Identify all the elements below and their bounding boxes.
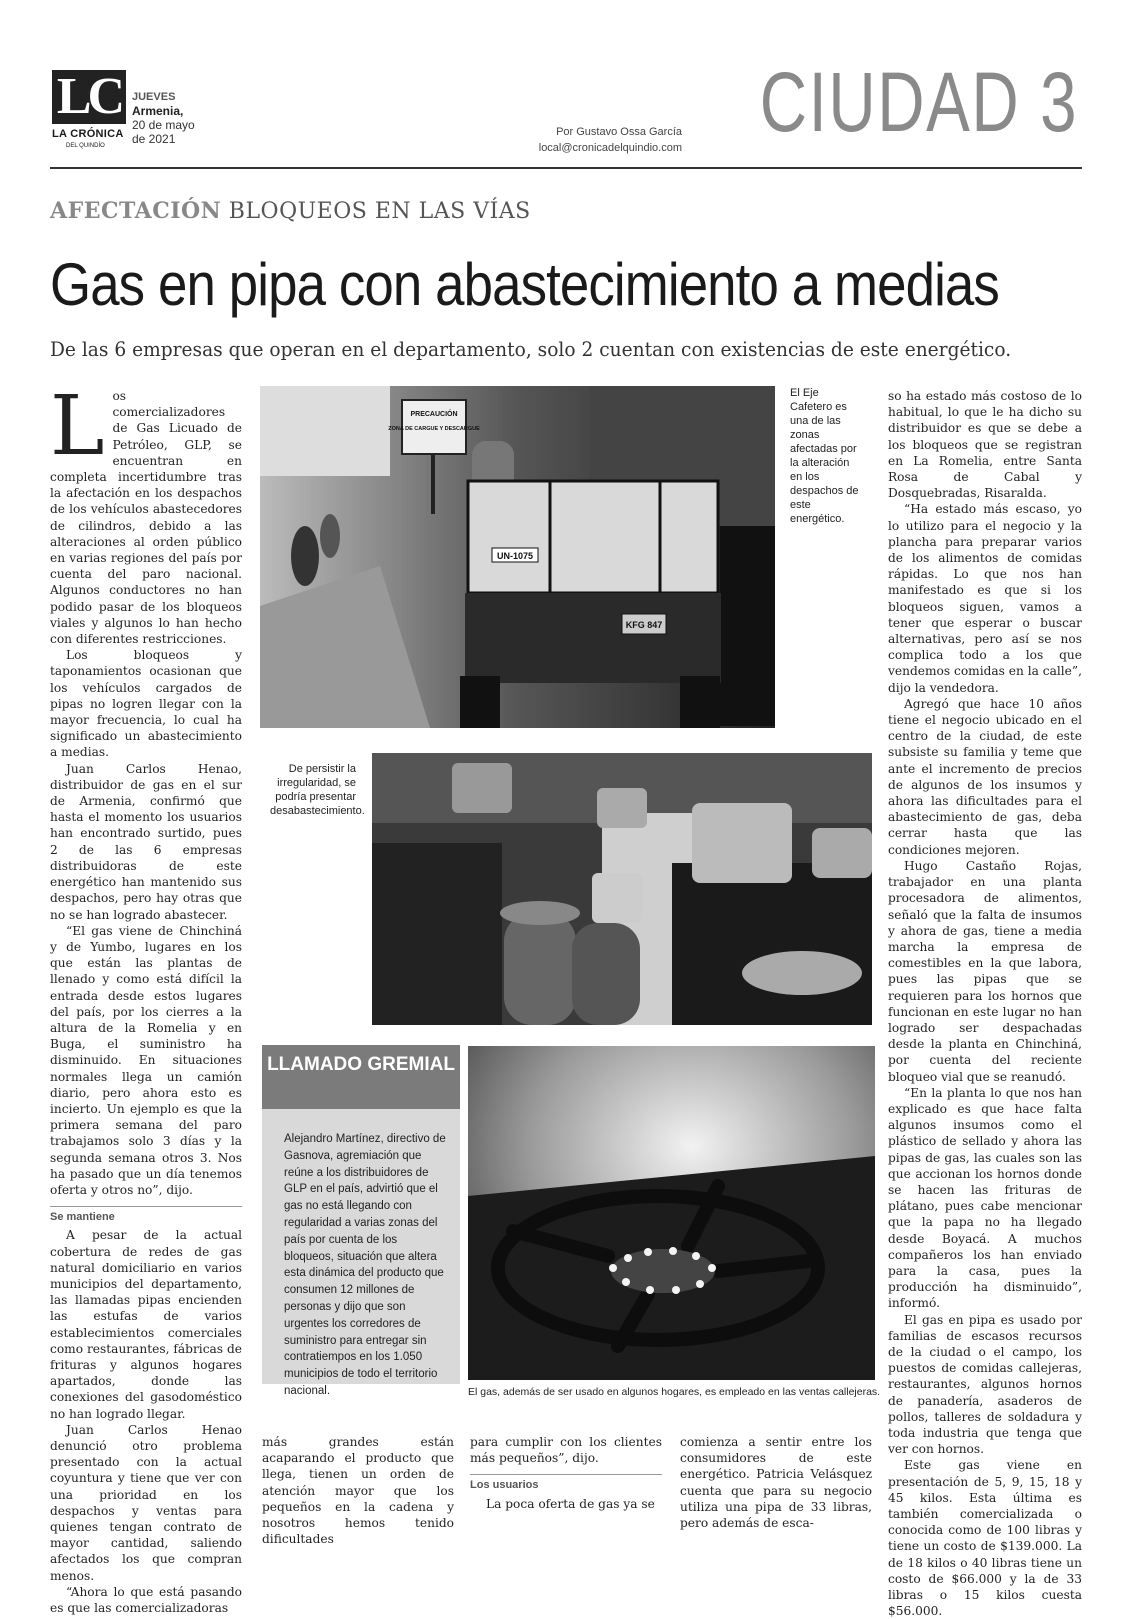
paragraph: A pesar de la actual cobertura de redes de gas natural domiciliario en varios municipios del departamento, las llamadas pipas encienden las estufas de varios establecimientos comerciales como restaurantes, fábricas de frituras y algunos hogares apartados, donde las conexiones del gasodoméstico no han logrado llegar. <box>50 1228 242 1421</box>
column-2 <box>262 1434 454 1547</box>
truck-caption: El Eje Cafetero es una de las zonas afectadas por la alteración en los despachos de este energético. <box>790 387 859 525</box>
un-label: UN-1075 <box>496 551 534 561</box>
kicker-bold: AFECTACIÓN <box>50 198 222 224</box>
paragraph: “Ahora lo que está pasando es que las comercializadoras <box>50 1584 242 1616</box>
burner-caption: El gas, además de ser usado en algunos hogares, es empleado en las ventas callejeras. <box>468 1386 881 1398</box>
date-line-2: de 2021 <box>132 132 176 146</box>
column-3 <box>470 1434 662 1512</box>
byline <box>530 124 682 156</box>
city: Armenia, <box>132 104 184 118</box>
logo: LC <box>52 70 126 124</box>
byline-email[interactable]: local@cronicadelquindio.com <box>538 142 682 154</box>
paragraph: Agregó que hace 10 años tiene el negocio ubicado en el centro de la ciudad, de este subsiste su familia y teme que ante el incremento de precios de algunos de los insumos y ahora las dificultades para el abastecimiento de gas, deba cerrar hasta que las condiciones mejoren. <box>888 696 1082 857</box>
paragraph: Juan Carlos Henao denunció otro problema presentado con la actual coyuntura y tiene que ver con una prioridad en los despachos y ventas para quienes tengan contrato de mayor cantidad, saliendo afectados los que compran menos. <box>50 1422 242 1583</box>
paragraph: comienza a sentir entre los consumidores de este energético. Patricia Velásquez cuenta que para su negocio utiliza una pipa de 33 libras, pero además de esca- <box>680 1435 872 1531</box>
kitchen-photo <box>372 753 872 1025</box>
paragraph: Hugo Castaño Rojas, trabajador en una planta procesadora de alimentos, señaló que la falta de insumos y ahora de gas, tiene a media marcha la empresa de comestibles en la que labora, pues las pipas que se requieren para los hornos que funcionan en este lugar no han logrado ser despachadas desde la planta en Chinchiná, por cuenta del reciente bloqueo vial que se reanudó. <box>888 858 1082 1084</box>
byline-author: Por Gustavo Ossa García <box>556 126 682 138</box>
sidebar-body: Alejandro Martínez, directivo de Gasnova, agremiación que reúne a los distribuidores de GLP en el país, advirtió que el gas no está llegando con regularidad a varias zonas del país por cuenta de los bloqueos, situación que altera esta dinámica del producto que consumen 12 millones de personas y dijo que son urgentes los corredores de suministro para entregar sin contratiempos en los 1.050 municipios de todo el territorio nacional. <box>262 1109 460 1384</box>
paragraph: más grandes están acaparando el producto que llega, tienen un orden de atención mayor que los pequeños en la cadena y nosotros hemos tenido dificultades <box>262 1435 454 1547</box>
dateline <box>132 90 195 146</box>
kicker-rest: BLOQUEOS EN LAS VÍAS <box>228 199 531 224</box>
burner-photo <box>468 1046 875 1380</box>
paragraph: so ha estado más costoso de lo habitual, lo que le ha dicho su distribuidor es que se debe a los bloqueos que se registran en La Romelia, entre Santa Rosa de Cabal y Dosquebradas, Risaralda. <box>888 389 1082 501</box>
paragraph: Juan Carlos Henao, distribuidor de gas en el sur de Armenia, confirmó que hasta el momento los usuarios han encontrado surtido, pues 2 de las 6 empresas distribuidoras de este energético han mantenido sus despachos, pero hay otras que no se han logrado abastecer. <box>50 761 242 922</box>
column-4 <box>680 1434 872 1531</box>
headline: Gas en pipa con abastecimiento a medias <box>50 251 999 318</box>
paragraph: os comercializadores de Gas Licuado de Petróleo, GLP, se encuentran en completa incertidumbre tras la afectación en los despachos de los vehículos abastecedores de cilindros, debido a las alteraciones al orden público en varias regiones del país por cuenta del paro nacional. Algunos conductores no han podido pasar de los bloqueos viales y algunos lo han hecho con diferentes restricciones. <box>50 389 242 647</box>
paragraph: para cumplir con los clientes más pequeños”, dijo. <box>470 1435 662 1466</box>
license-plate: KFG 847 <box>625 620 663 630</box>
paragraph: “El gas viene de Chinchiná y de Yumbo, lugares en los que están las plantas de llenado y como está difícil la entrada desde estos lugares del país, por los cierres a la altura de la Romelia y en Buga, el suministro ha disminuido. En situaciones normales llega un camión diario, pero ahora esto es incierto. Un ejemplo es que la primera semana del paro trabajamos solo 3 días y la segunda semana otros 3. Nos ha pasado que un día tenemos oferta y otros no”, dijo. <box>50 923 242 1197</box>
date-line-1: 20 de mayo <box>132 118 195 132</box>
kicker <box>50 198 531 224</box>
kitchen-photo-art <box>372 753 872 1025</box>
subhead: Los usuarios <box>470 1474 662 1493</box>
logo-subtitle: DEL QUINDÍO <box>66 143 105 149</box>
weekday: JUEVES <box>132 91 176 103</box>
drop-cap: L <box>50 379 105 474</box>
burner-photo-art <box>468 1046 875 1380</box>
sidebar-title: LLAMADO GREMIAL <box>262 1045 460 1109</box>
truck-photo-art <box>260 386 775 728</box>
paragraph: Este gas viene en presentación de 5, 9, 15, 18 y 45 kilos. Esta última es también comercializada o conocida como de 100 libras y tiene un costo de $139.000. La de 18 kilos o 40 libras tiene un costo de $66.000 y la de 33 libras o 15 kilos cuesta $56.000. <box>888 1458 1082 1619</box>
deck: De las 6 empresas que operan en el departamento, solo 2 cuentan con existencias de este energético. <box>50 337 1012 361</box>
subhead: Se mantiene <box>50 1206 242 1225</box>
sign-text-2: ZONA DE CARGUE Y DESCARGUE <box>388 426 480 432</box>
paragraph: El gas en pipa es usado por familias de escasos recursos de la ciudad o el campo, los puestos de comidas callejeras, restaurantes, algunos hornos de panadería, asaderos de pollos, talleres de soldadura y toda industria que tenga que ver con hornos. <box>888 1312 1082 1457</box>
section-title: CIUDAD 3 <box>759 55 1078 149</box>
paragraph: “En la planta lo que nos han explicado es que hace falta algunos insumos como el plástico de sellado y ahora las pipas de gas, las cuales son las que accionan los hornos donde se hacen las frituras de plátano, pues cabe mencionar que la papa no ha llegado desde Boyacá. A muchos compañeros los han enviado para la casa, pues la producción ha disminuido”, informó. <box>888 1085 1082 1311</box>
paragraph: La poca oferta de gas ya se <box>486 1496 655 1511</box>
column-5 <box>888 388 1082 1619</box>
sign-text-1: PRECAUCIÓN <box>410 411 458 418</box>
logo-name: LA CRÓNICA <box>52 128 124 140</box>
kitchen-caption: De persistir la irregularidad, se podría presentar desabastecimiento. <box>270 763 365 817</box>
paragraph: “Ha estado más escaso, yo lo utilizo para el negocio y la plancha para preparar varios de los alimentos de comidas rápidas. Lo que nos han manifestado es que si los bloqueos siguen, vamos a tener que esperar o buscar alternativas, pero así se nos complica todo a los que vendemos comidas en la calle”, dijo la vendedora. <box>888 502 1082 695</box>
column-1 <box>50 379 242 1616</box>
truck-photo <box>260 386 775 728</box>
header-rule <box>50 167 1082 169</box>
paragraph: Los bloqueos y taponamientos ocasionan que los vehículos cargados de pipas no logren llegar con la mayor frecuencia, lo cual ha significado un abastecimiento a medias. <box>50 648 242 760</box>
